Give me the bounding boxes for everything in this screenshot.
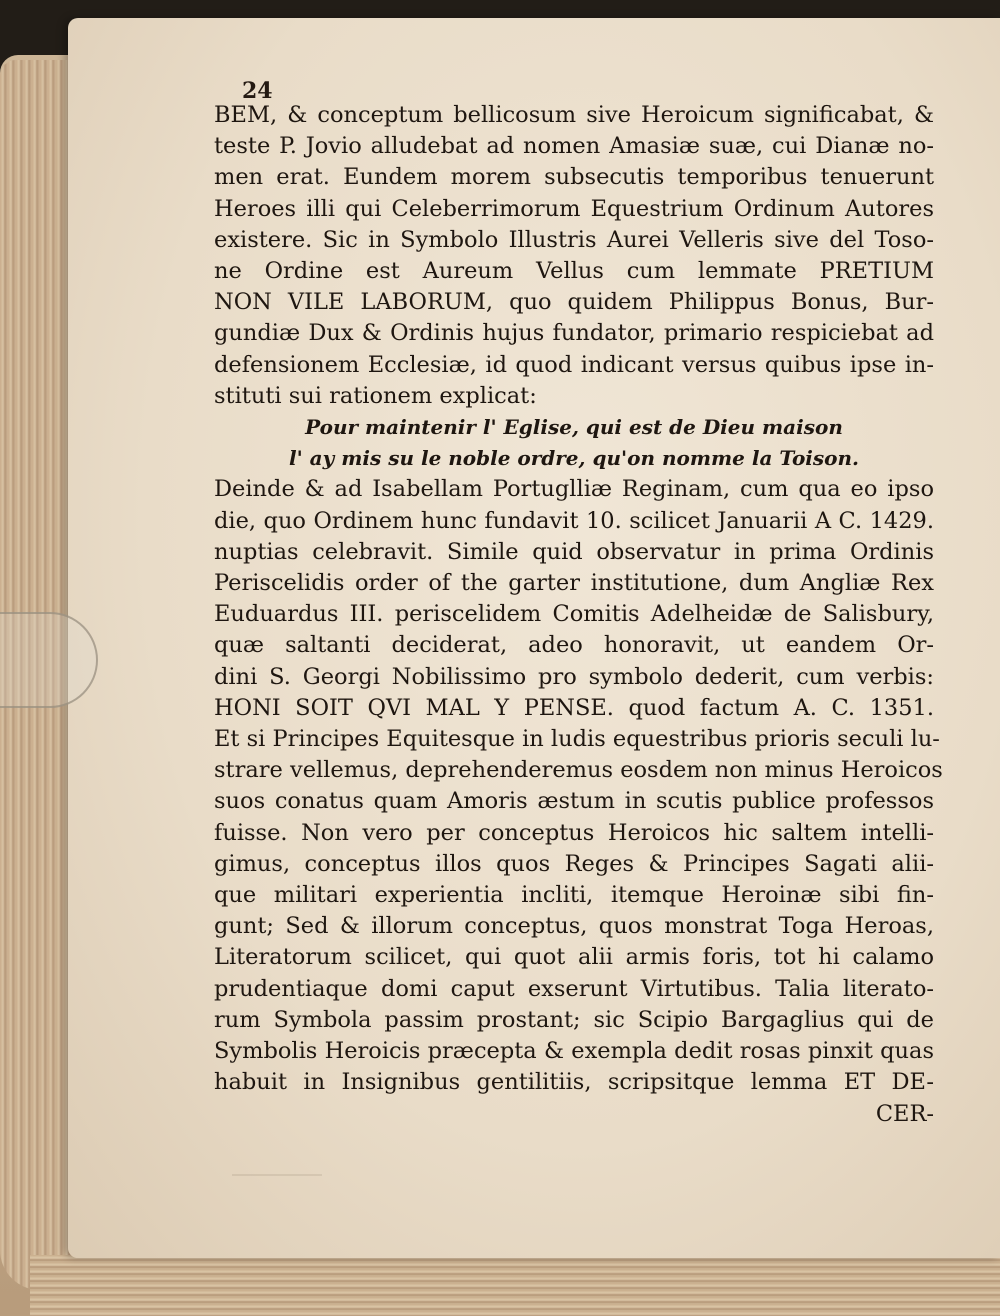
text-line: strare vellemus, deprehenderemus eosdem non minus Heroicos [214,757,943,784]
page-stack-bottom [30,1255,1000,1316]
page-text [214,100,943,1130]
verse-line: l' ay mis su le noble ordre, qu'on nomme la Toison. [289,446,859,471]
text-line: que militari experientia incliti, itemque Heroinæ sibi fin- [214,882,934,909]
text-line: nuptias celebravit. Simile quid observatur in prima Ordinis [214,538,934,565]
text-line: suos conatus quam Amoris æstum in scutis publice professos [214,788,934,815]
text-line: stituti sui rationem explicat: [214,382,537,409]
text-line: HONI SOIT QVI MAL Y PENSE. quod factum A. C. 1351. [214,694,934,721]
text-line: Et si Principes Equitesque in ludis equestribus prioris seculi lu- [214,726,940,753]
text-line: Symbolis Heroicis præcepta & exempla dedit rosas pinxit quas [214,1038,934,1065]
verse-line: Pour maintenir l' Eglise, qui est de Dieu maison [305,415,843,440]
text-line: prudentiaque domi caput exserunt Virtutibus. Talia literato- [214,975,934,1002]
text-line: Euduardus III. periscelidem Comitis Adelheidæ de Salisbury, [214,601,934,628]
text-line: dini S. Georgi Nobilissimo pro symbolo dederit, cum verbis: [214,663,934,690]
text-line: quæ saltanti deciderat, adeo honoravit, ut eandem Or- [214,632,934,659]
text-line: gunt; Sed & illorum conceptus, quos monstrat Toga Heroas, [214,913,934,940]
text-line: existere. Sic in Symbolo Illustris Aurei Velleris sive del Toso- [214,226,934,253]
page-clip-bookmark [0,612,98,708]
text-line: NON VILE LABORUM, quo quidem Philippus Bonus, Bur- [214,289,934,316]
text-line: fuisse. Non vero per conceptus Heroicos hic saltem intelli- [214,819,934,846]
text-line: gundiæ Dux & Ordinis hujus fundator, primario respiciebat ad [214,320,934,347]
text-line: rum Symbola passim prostant; sic Scipio Bargaglius qui de [214,1006,934,1033]
text-line: defensionem Ecclesiæ, id quod indicant versus quibus ipse in- [214,351,934,378]
page-number: 24 [242,78,273,104]
show-through-mark [232,1150,322,1176]
text-line: BEM, & conceptum bellicosum sive Heroicum significabat, & [214,102,934,128]
text-line: Literatorum scilicet, qui quot alii armis foris, tot hi calamo [214,944,934,971]
text-line: gimus, conceptus illos quos Reges & Principes Sagati alii- [214,850,934,877]
text-line: habuit in Insignibus gentilitiis, scripsitque lemma ET DE- [214,1069,934,1096]
text-line: ne Ordine est Aureum Vellus cum lemmate PRETIUM [214,258,934,285]
text-line: men erat. Eundem morem subsecutis temporibus tenuerunt [214,164,934,191]
text-line: Heroes illi qui Celeberrimorum Equestrium Ordinum Autores [214,195,934,222]
text-line: Deinde & ad Isabellam Portuglliæ Reginam, cum qua eo ipso [214,476,934,503]
text-line: die, quo Ordinem hunc fundavit 10. scilicet Januarii A C. 1429. [214,507,934,534]
text-line: Periscelidis order of the garter institutione, dum Angliæ Rex [214,570,934,597]
text-line: teste P. Jovio alludebat ad nomen Amasiæ suæ, cui Dianæ no- [214,133,934,160]
catchword: CER- [875,1100,934,1127]
